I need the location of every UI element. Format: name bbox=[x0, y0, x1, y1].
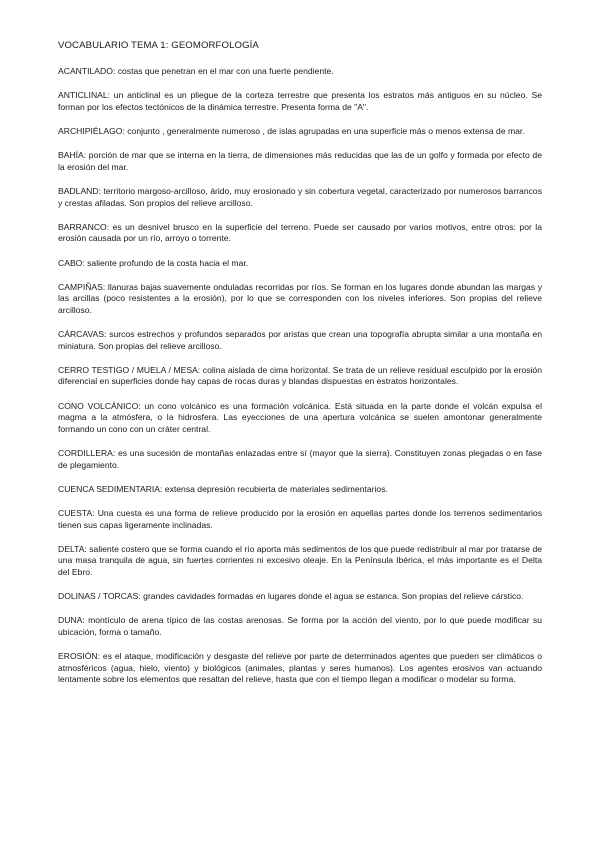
entry-term: CUENCA SEDIMENTARIA: bbox=[58, 483, 163, 494]
entry-term: BAHÍA: bbox=[58, 150, 87, 161]
entry-carcavas bbox=[58, 329, 542, 352]
entry-cuenca-sedimentaria bbox=[58, 484, 542, 496]
entry-term: CÁRCAVAS: bbox=[58, 329, 107, 340]
entry-dolinas bbox=[58, 591, 542, 603]
entry-acantilado bbox=[58, 66, 542, 78]
entry-definition: colina aislada de cima horizontal. Se trata de un relieve residual esculpido por la erosión diferencial en superficies donde hay capas de rocas duras y blandas dispuestas en estratos horizontales. bbox=[58, 364, 542, 387]
entry-cuesta bbox=[58, 508, 542, 531]
entry-term: DUNA: bbox=[58, 615, 85, 626]
entry-definition: un anticlinal es un pliegue de la corteza terrestre que presenta los estratos más antiguos en su núcleo. Se forman por los efectos tectónicos de la dinámica terrestre. Presenta forma de "A". bbox=[58, 90, 542, 112]
entry-term: CABO: bbox=[58, 257, 85, 268]
entry-term: CUESTA: bbox=[58, 507, 95, 518]
entry-cerro-testigo bbox=[58, 365, 542, 388]
entry-definition: montículo de arena típico de las costas arenosas. Se forma por la acción del viento, por lo que puede modificar su ubicación, forma o tamaño. bbox=[58, 615, 542, 637]
entry-cabo bbox=[58, 258, 542, 270]
entry-definition: saliente costero que se forma cuando el río aporta más sedimentos de los que puede redistribuir al mar por tratarse de una masa tranquila de agua, sin fuertes corrientes ni excesivo oleaje. En la Península Ibérica, el más importante es el Delta del Ebro. bbox=[58, 543, 542, 577]
entry-cono-volcanico bbox=[58, 401, 542, 436]
entry-definition: es un desnivel brusco en la superficie del terreno. Puede ser causado por varios motivos, entre otros: por la erosión causada por un río, arroyo o torrente. bbox=[58, 221, 542, 244]
entry-term: ARCHIPIÉLAGO: bbox=[58, 125, 125, 136]
entry-term: DOLINAS / TORCAS: bbox=[58, 591, 141, 602]
entry-definition: es el ataque, modificación y desgaste del relieve por parte de determinados agentes que pueden ser climáticos o atmosféricos (agua, hielo, viento) y biológicos (animales, plantas y seres humanos). Los agentes erosivos van actuando lentamente sobre los elementos que resaltan del relieve, hasta que con el tiempo llegan a modificar o modelar su forma. bbox=[58, 651, 542, 685]
entry-term: ANTICLINAL: bbox=[58, 90, 111, 101]
entry-term: CONO VOLCÁNICO: bbox=[58, 400, 141, 411]
page-title: VOCABULARIO TEMA 1: GEOMORFOLOGÍA bbox=[58, 40, 259, 51]
entry-definition: conjunto , generalmente numeroso , de islas agrupadas en una superficie más o menos extensa de mar. bbox=[124, 125, 525, 136]
entry-erosion bbox=[58, 651, 542, 686]
entry-term: CERRO TESTIGO / MUELA / MESA: bbox=[58, 364, 201, 375]
entry-definition: grandes cavidades formadas en lugares donde el agua se estanca. Son propias del relieve cárstico. bbox=[140, 591, 524, 602]
entry-barranco bbox=[58, 222, 542, 245]
entry-term: BARRANCO: bbox=[58, 221, 110, 232]
entry-archipielago bbox=[58, 126, 542, 138]
entry-definition: un cono volcánico es una formación volcánica. Está situada en la parte donde el volcán expulsa el magma a la atmósfera, o la hidrosfera. Las eyecciones de una apertura volcánica se suelen amontonar generalmente formando un cono con un cráter central. bbox=[58, 400, 542, 434]
entry-duna bbox=[58, 615, 542, 638]
entry-definition: territorio margoso-arcilloso, árido, muy erosionado y sin cobertura vegetal, caracterizado por numerosos barrancos y crestas afiladas. Son propios del relieve arcilloso. bbox=[58, 185, 542, 208]
entry-definition: costas que penetran en el mar con una fuerte pendiente. bbox=[115, 66, 334, 76]
entry-definition: extensa depresión recubierta de materiales sedimentarios. bbox=[162, 483, 388, 494]
entry-term: CAMPIÑAS: bbox=[58, 281, 106, 292]
entry-definition: surcos estrechos y profundos separados por aristas que crean una topografía abrupta similar a una montaña en miniatura. Son propias del relieve arcilloso. bbox=[58, 329, 542, 351]
entry-delta bbox=[58, 544, 542, 579]
entry-definition: es una sucesión de montañas enlazadas entre sí (mayor que la sierra). Constituyen zonas plegadas o en fase de plegamiento. bbox=[58, 448, 542, 470]
entry-definition: porción de mar que se interna en la tierra, de dimensiones más reducidas que las de un golfo y formada por efecto de la erosión del mar. bbox=[58, 150, 542, 172]
entry-term: DELTA: bbox=[58, 543, 87, 554]
entry-badland bbox=[58, 186, 542, 209]
entry-bahia bbox=[58, 150, 542, 173]
entry-term: BADLAND: bbox=[58, 185, 101, 196]
entry-definition: saliente profundo de la costa hacia el mar. bbox=[84, 257, 249, 268]
entry-campinas bbox=[58, 282, 542, 317]
entry-definition: llanuras bajas suavemente onduladas recorridas por ríos. Se forman en los lugares donde abundan las margas y las arcillas (poco resistentes a la erosión), por lo que se corresponden con los niveles inferiores. Son propias del relieve arcilloso. bbox=[58, 281, 542, 315]
entry-anticlinal bbox=[58, 90, 542, 113]
document-page bbox=[58, 40, 542, 698]
entry-term: EROSIÓN: bbox=[58, 651, 101, 662]
entry-cordillera bbox=[58, 448, 542, 471]
entry-definition: Una cuesta es una forma de relieve producido por la erosión en aquellas partes donde los terrenos sedimentarios tienen sus capas ligeramente inclinadas. bbox=[58, 507, 542, 530]
entry-term: ACANTILADO: bbox=[58, 66, 116, 76]
entry-term: CORDILLERA: bbox=[58, 448, 116, 458]
